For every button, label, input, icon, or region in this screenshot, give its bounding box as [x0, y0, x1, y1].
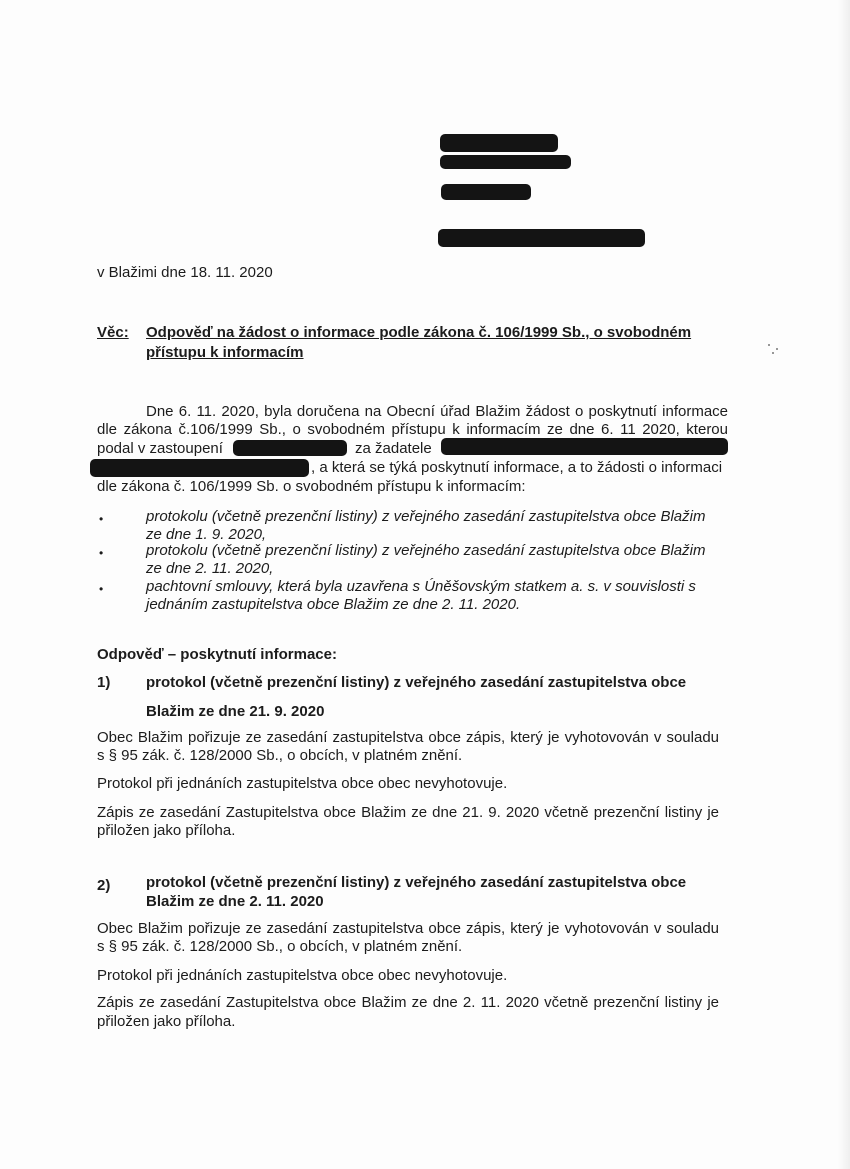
section-1-title-line-2: Blažim ze dne 21. 9. 2020	[146, 703, 325, 720]
redacted-applicant-1	[441, 438, 728, 455]
request-2-line-1: protokolu (včetně prezenční listiny) z veřejného zasedání zastupitelstva obce Blažim	[146, 542, 706, 559]
redacted-applicant-2	[90, 459, 309, 477]
redacted-address-line-1	[440, 134, 558, 152]
intro-line-3b: za žadatele	[355, 440, 432, 457]
section-2-para-3-line-1: Zápis ze zasedání Zastupitelstva obce Blažim ze dne 2. 11. 2020 včetně prezenční listiny je	[97, 994, 719, 1011]
scan-speck	[772, 352, 774, 354]
section-1-title-line-1: protokol (včetně prezenční listiny) z veřejného zasedání zastupitelstva obce	[146, 674, 687, 691]
request-2-line-2: ze dne 2. 11. 2020,	[146, 560, 274, 577]
redacted-address-line-4	[438, 229, 645, 247]
request-3-line-1: pachtovní smlouvy, která byla uzavřena s Úněšovským statkem a. s. v souvislosti s	[146, 578, 696, 595]
scan-speck	[776, 348, 778, 350]
section-2-number: 2)	[97, 877, 111, 894]
section-2-title-line-2: Blažim ze dne 2. 11. 2020	[146, 893, 324, 910]
intro-line-3a: podal v zastoupení	[97, 440, 223, 457]
intro-line-1: Dne 6. 11. 2020, byla doručena na Obecní úřad Blažim žádost o poskytnutí informace	[146, 403, 728, 420]
intro-line-2: dle zákona č.106/1999 Sb., o svobodném přístupu k informacím ze dne 6. 11 2020, kterou	[97, 421, 728, 438]
scan-speck	[768, 344, 770, 346]
section-1-para-1-line-1: Obec Blažim pořizuje ze zasedání zastupitelstva obce zápis, který je vyhotovován v souladu	[97, 729, 719, 746]
intro-line-4: , a která se týká poskytnutí informace, a to žádosti o informaci	[311, 459, 723, 476]
section-1-number: 1)	[97, 674, 111, 691]
section-1-para-3-line-1: Zápis ze zasedání Zastupitelstva obce Blažim ze dne 21. 9. 2020 včetně prezenční listiny je	[97, 804, 719, 821]
intro-line-5: dle zákona č. 106/1999 Sb. o svobodném přístupu k informacím:	[97, 478, 526, 495]
redacted-address-line-2	[440, 155, 571, 169]
redacted-representative	[233, 440, 347, 456]
section-1-para-1-line-2: s § 95 zák. č. 128/2000 Sb., o obcích, v platném znění.	[97, 747, 463, 764]
section-2-para-3-line-2: přiložen jako příloha.	[97, 1013, 236, 1030]
bullet-3: •	[99, 582, 104, 596]
section-2-title-line-1: protokol (včetně prezenční listiny) z veřejného zasedání zastupitelstva obce	[146, 874, 687, 891]
section-1-para-2: Protokol při jednáních zastupitelstva obce obec nevyhotovuje.	[97, 775, 508, 792]
subject-line-1: Odpověď na žádost o informace podle zákona č. 106/1999 Sb., o svobodném	[146, 324, 692, 341]
section-2-para-2: Protokol při jednáních zastupitelstva obce obec nevyhotovuje.	[97, 967, 508, 984]
bullet-2: •	[99, 546, 104, 560]
answer-heading: Odpověď – poskytnutí informace:	[97, 646, 337, 663]
date-line: v Blažimi dne 18. 11. 2020	[97, 264, 273, 281]
section-2-para-1-line-2: s § 95 zák. č. 128/2000 Sb., o obcích, v platném znění.	[97, 938, 463, 955]
bullet-1: •	[99, 512, 104, 526]
redacted-address-line-3	[441, 184, 531, 200]
subject-line-2: přístupu k informacím	[146, 344, 304, 361]
request-3-line-2: jednáním zastupitelstva obce Blažim ze dne 2. 11. 2020.	[146, 596, 521, 613]
request-1-line-1: protokolu (včetně prezenční listiny) z veřejného zasedání zastupitelstva obce Blažim	[146, 508, 706, 525]
subject-label: Věc:	[97, 324, 129, 341]
section-1-para-3-line-2: přiložen jako příloha.	[97, 822, 236, 839]
request-1-line-2: ze dne 1. 9. 2020,	[146, 526, 267, 543]
section-2-para-1-line-1: Obec Blažim pořizuje ze zasedání zastupitelstva obce zápis, který je vyhotovován v souladu	[97, 920, 719, 937]
scan-edge-shadow	[838, 0, 850, 1169]
